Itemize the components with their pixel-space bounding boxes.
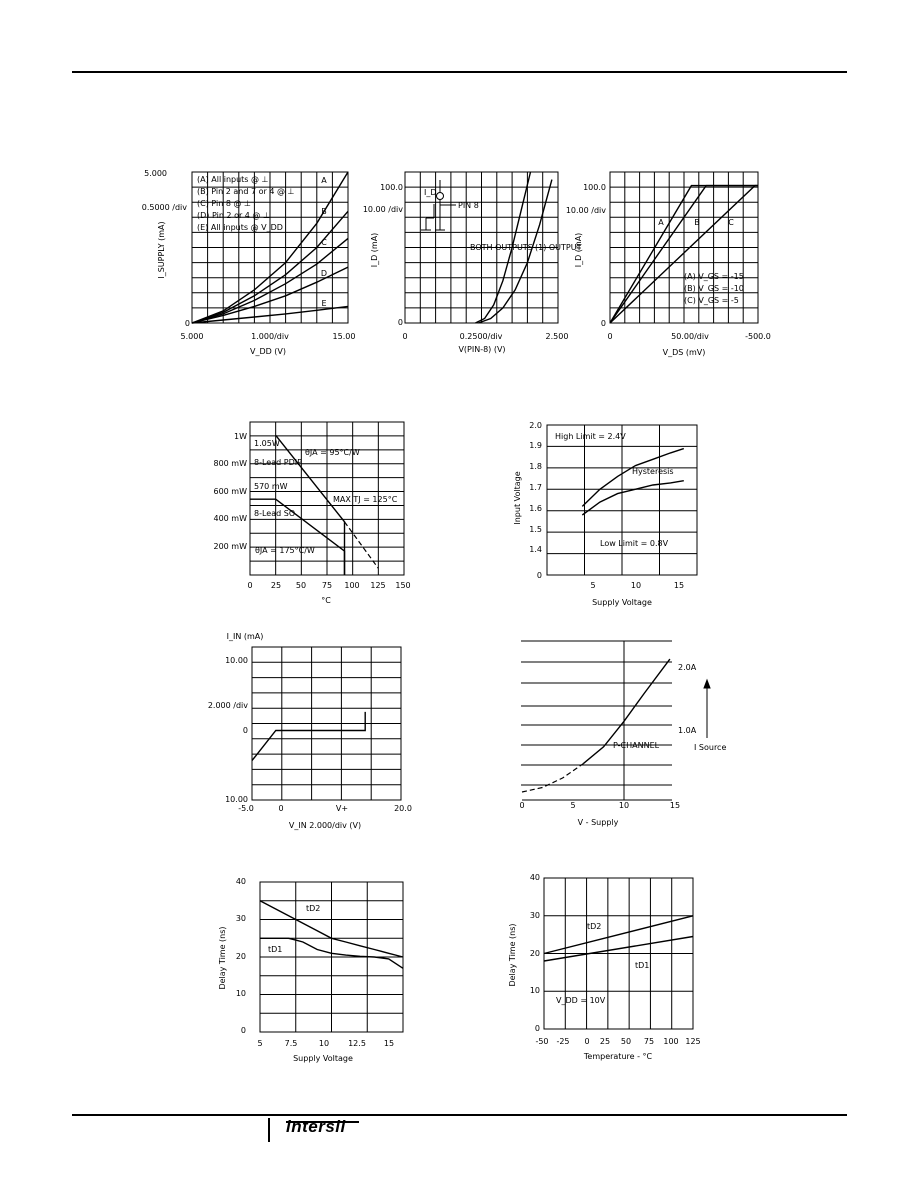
c9-xtick: -50 <box>535 1037 549 1046</box>
c2-ytick: 10.00 /div <box>362 205 403 214</box>
c4-annotation: θJA = 95°C/W <box>305 448 360 457</box>
c9-ytick: 30 <box>529 911 540 920</box>
c5-ytick: 0 <box>536 571 542 580</box>
c4-xtick: 125 <box>370 581 386 590</box>
c1-legend-item: (D) Pin 2 or 4 @ ⊥ <box>197 211 270 220</box>
c2-ytick: 0 <box>397 318 403 327</box>
c8-ytick: 20 <box>235 952 246 961</box>
c6-ytick: 2.000 /div <box>207 701 248 710</box>
c6-xlabel: V_IN 2.000/div (V) <box>288 821 362 830</box>
c9-annotation: V_DD = 10V <box>556 996 606 1005</box>
chart-supply-current <box>142 169 356 356</box>
chart-source-current <box>519 641 726 827</box>
c1-xlabel: V_DD (V) <box>249 347 287 356</box>
chart-delay-vs-supply <box>218 877 403 1063</box>
c1-ylabel: I_SUPPLY (mA) <box>157 221 166 279</box>
c4-annotation: θJA = 175°C/W <box>255 546 315 555</box>
c4-annotation: 570 mW <box>254 482 288 491</box>
c4-xtick: 75 <box>321 581 333 590</box>
c1-xtick: 15.00 <box>332 332 356 341</box>
c2-annotation: PIN 8 <box>458 201 479 210</box>
c5-annotation: Low Limit = 0.8V <box>600 539 669 548</box>
c4-xtick: 150 <box>395 581 411 590</box>
c9-ytick: 10 <box>529 986 540 995</box>
c1-curve-label: E <box>321 299 327 308</box>
c3-ylabel: I_D (mA) <box>574 232 583 268</box>
c9-xtick: 125 <box>685 1037 701 1046</box>
c3-curve-label: C <box>728 218 734 227</box>
c8-xtick: 7.5 <box>284 1039 298 1048</box>
c6-xtick: -5.0 <box>238 804 254 813</box>
c4-xtick: 0 <box>247 581 253 590</box>
c6-ytick: 10.00 <box>225 656 248 665</box>
c1-ytick: 5.000 <box>144 169 167 178</box>
c5-ytick: 1.5 <box>529 525 542 534</box>
c2-annotation: (1) OUTPUT <box>535 243 582 252</box>
footer-divider <box>268 1118 270 1142</box>
c6-xtick: 20.0 <box>394 804 412 813</box>
c7-isource-arrow-icon <box>704 680 710 738</box>
footer-rule <box>72 1114 847 1116</box>
chart-input-current <box>208 632 412 830</box>
c1-curve-label: C <box>321 238 327 247</box>
c2-ytick: 100.0 <box>380 183 403 192</box>
c9-series-label: tD1 <box>635 961 650 970</box>
c4-ytick: 200 mW <box>213 542 247 551</box>
chart-drain-current-vs-vds <box>566 172 771 357</box>
c9-ytick: 20 <box>529 949 540 958</box>
c3-ytick: 10.00 /div <box>565 206 606 215</box>
c4-ytick: 400 mW <box>213 514 247 523</box>
c9-series-label: tD2 <box>587 922 602 931</box>
c4-ytick: 1W <box>234 432 247 441</box>
c5-xtick: 5 <box>590 581 596 590</box>
c1-curve-label: D <box>320 269 328 278</box>
c5-xtick: 10 <box>630 581 642 590</box>
c3-ytick: 0 <box>600 319 606 328</box>
c3-curve-label: B <box>694 218 700 227</box>
c1-legend-item: (A) All inputs @ ⊥ <box>197 175 269 184</box>
c9-xtick: 100 <box>663 1037 679 1046</box>
c7-annotation: 1.0A <box>678 726 697 735</box>
c7-xtick: 10 <box>618 801 630 810</box>
p-channel-dashed-line <box>522 764 583 792</box>
c5-ytick: 2.0 <box>529 421 542 430</box>
c4-xtick: 50 <box>295 581 307 590</box>
chart-delay-vs-temperature <box>508 873 701 1061</box>
c3-xtick: 0 <box>607 332 613 341</box>
c8-series-label: tD1 <box>268 945 283 954</box>
c9-ytick: 40 <box>529 873 540 882</box>
c4-annotation: 8-Lead PDIP <box>254 458 302 467</box>
c2-xtick: 0.2500/div <box>459 332 503 341</box>
c4-annotation: MAX TJ = 125°C <box>333 495 398 504</box>
c7-annotation: P-CHANNEL <box>613 741 660 750</box>
c6-ytick: 10.00 <box>225 795 248 804</box>
chart-power-dissipation <box>213 422 410 605</box>
c2-xtick: 0 <box>402 332 408 341</box>
c1-xtick: 5.000 <box>180 332 204 341</box>
c7-annotation: I Source <box>694 743 727 752</box>
c4-ytick: 600 mW <box>213 487 247 496</box>
c8-xtick: 12.5 <box>348 1039 366 1048</box>
c1-ytick: 0.5000 /div <box>141 203 187 212</box>
c6-xtick: V+ <box>335 804 349 813</box>
c9-xtick: 0 <box>584 1037 590 1046</box>
c8-ytick: 30 <box>235 914 246 923</box>
c1-xtick: 1.000/div <box>251 332 289 341</box>
c8-xtick: 15 <box>383 1039 395 1048</box>
c6-ylabel: I_IN (mA) <box>226 632 264 641</box>
c3-legend-item: (A) V_GS = -15 <box>684 272 744 281</box>
c2-annotation: BOTH OUTPUTS <box>470 243 533 252</box>
c4-annotation: 1.05W <box>254 439 280 448</box>
c3-ytick: 100.0 <box>583 183 606 192</box>
c1-ytick: 0 <box>184 319 190 328</box>
c9-ylabel: Delay Time (ns) <box>508 923 517 987</box>
c8-xtick: 5 <box>257 1039 263 1048</box>
brand-logo: intersil <box>286 1117 346 1136</box>
c5-ytick: 1.9 <box>529 441 542 450</box>
c2-annotation: I_D <box>424 188 437 197</box>
c5-ytick: 1.6 <box>529 504 542 513</box>
c3-legend-item: (B) V_GS = -10 <box>684 284 744 293</box>
c7-xlabel: V - Supply <box>577 818 619 827</box>
c5-annotation: High Limit = 2.4V <box>555 432 626 441</box>
c1-curve-label: B <box>321 207 327 216</box>
c5-annotation: Hysteresis <box>632 467 674 476</box>
c5-ytick: 1.8 <box>529 462 542 471</box>
c4-xtick: 100 <box>344 581 360 590</box>
td1-line <box>544 937 693 962</box>
c9-ytick: 0 <box>534 1024 540 1033</box>
c3-legend-item: (C) V_GS = -5 <box>684 296 739 305</box>
c4-annotation: 8-Lead SO <box>254 509 296 518</box>
c2-xtick: 2.500 <box>545 332 569 341</box>
c5-ytick: 1.7 <box>529 483 542 492</box>
c6-xtick: 0 <box>278 804 284 813</box>
c8-xlabel: Supply Voltage <box>293 1054 353 1063</box>
c8-ytick: 0 <box>240 1026 246 1035</box>
c5-ylabel: Input Voltage <box>513 471 522 525</box>
c1-curve-label: A <box>321 176 327 185</box>
c4-xtick: 25 <box>270 581 282 590</box>
c8-series-label: tD2 <box>306 904 321 913</box>
c6-ytick: 0 <box>242 726 248 735</box>
c3-xtick: -500.0 <box>745 332 771 341</box>
input-current-line <box>252 712 365 761</box>
c4-xlabel: °C <box>321 596 331 605</box>
c9-xtick: 50 <box>620 1037 632 1046</box>
c8-ytick: 10 <box>235 989 246 998</box>
c9-xtick: -25 <box>556 1037 570 1046</box>
falling-threshold-line <box>582 481 684 515</box>
c1-legend-item: (C) Pin 8 @ ⊥ <box>197 199 251 208</box>
c9-xlabel: Temperature - °C <box>583 1052 653 1061</box>
rising-threshold-line <box>582 449 684 507</box>
chart-input-threshold <box>513 421 697 607</box>
c9-xtick: 25 <box>599 1037 611 1046</box>
c9-xtick: 75 <box>643 1037 655 1046</box>
c5-xlabel: Supply Voltage <box>592 598 652 607</box>
c8-xtick: 10 <box>318 1039 330 1048</box>
td2-line <box>544 916 693 954</box>
c7-xtick: 5 <box>570 801 576 810</box>
c4-ytick: 800 mW <box>213 459 247 468</box>
c3-xlabel: V_DS (mV) <box>662 348 706 357</box>
c3-curve-label: A <box>658 218 664 227</box>
c7-annotation: 2.0A <box>678 663 697 672</box>
c5-ytick: 1.4 <box>529 545 542 554</box>
c1-legend-item: (E) All inputs @ V_DD <box>197 223 283 232</box>
c1-legend-item: (B) Pin 2 and 7 or 4 @ ⊥ <box>197 187 295 196</box>
c5-xtick: 15 <box>673 581 685 590</box>
c3-xtick: 50.00/div <box>671 332 709 341</box>
c8-ytick: 40 <box>235 877 246 886</box>
chart-drain-current-vs-pin8 <box>363 172 582 354</box>
c2-xlabel: V(PIN-8) (V) <box>458 345 506 354</box>
c7-xtick: 0 <box>519 801 525 810</box>
c7-xtick: 15 <box>669 801 681 810</box>
c8-ylabel: Delay Time (ns) <box>218 926 227 990</box>
c2-ylabel: I_D (mA) <box>370 232 379 268</box>
